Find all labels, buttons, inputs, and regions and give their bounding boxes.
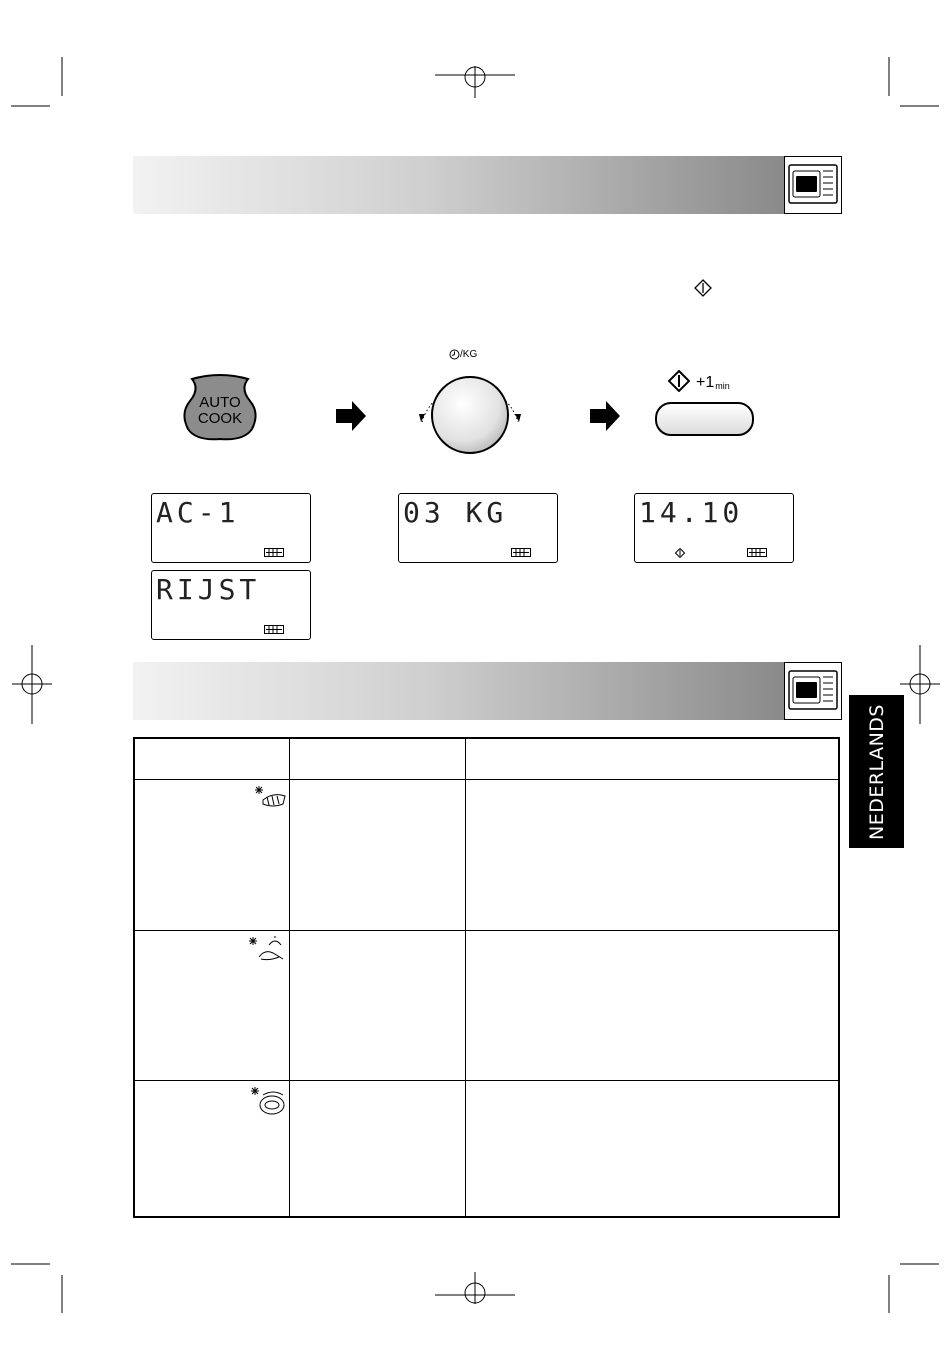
lcd-display xyxy=(634,493,794,563)
auto-cook-label: AUTO xyxy=(199,394,241,411)
table-cell xyxy=(289,1080,465,1217)
table-cell xyxy=(465,930,839,1080)
grill-symbol-icon xyxy=(511,548,531,561)
start-icon xyxy=(668,370,690,392)
dial-label-text: /KG xyxy=(460,349,478,360)
table-header-cell xyxy=(289,738,465,779)
grill-symbol-icon xyxy=(264,625,284,638)
auto-cook-button[interactable] xyxy=(178,373,262,441)
grill-symbol-icon xyxy=(747,548,767,561)
table-cell xyxy=(465,779,839,930)
section-header-band xyxy=(133,156,784,214)
microwave-icon xyxy=(784,156,842,214)
table-row xyxy=(134,930,839,1080)
table-cell xyxy=(465,1080,839,1217)
weight-dial[interactable] xyxy=(410,362,530,462)
frozen-fish-icon xyxy=(255,784,287,812)
table-cell xyxy=(289,930,465,1080)
table-header-row xyxy=(134,738,839,779)
table-header-cell xyxy=(465,738,839,779)
clock-icon xyxy=(449,349,460,360)
table-cell xyxy=(134,930,289,1080)
table-header-cell xyxy=(134,738,289,779)
table-cell xyxy=(134,1080,289,1217)
auto-cook-label: COOK xyxy=(197,410,243,427)
grill-symbol-icon xyxy=(264,548,284,561)
start-icon xyxy=(675,548,685,561)
language-tab-label: NEDERLANDS xyxy=(865,703,888,840)
min-unit-label: min xyxy=(715,381,730,391)
lcd-text: RIJST xyxy=(156,573,261,606)
lcd-text: 14.10 xyxy=(639,496,744,529)
lcd-text: 03 KG xyxy=(403,496,508,529)
table-row xyxy=(134,1080,839,1217)
dial-label xyxy=(449,349,477,360)
arrow-right-icon xyxy=(336,401,368,431)
lcd-display xyxy=(398,493,558,563)
table-cell xyxy=(134,779,289,930)
microwave-icon xyxy=(784,662,842,720)
lcd-display xyxy=(151,570,311,640)
language-tab xyxy=(849,695,904,848)
lcd-display xyxy=(151,493,311,563)
start-icon xyxy=(694,279,712,297)
plus-one-label: +1 xyxy=(696,374,715,391)
section-header-band xyxy=(133,662,784,720)
lcd-text: AC-1 xyxy=(156,496,240,529)
start-button[interactable] xyxy=(655,402,754,436)
arrow-right-icon xyxy=(590,401,622,431)
table-cell xyxy=(289,779,465,930)
frozen-poultry-icon xyxy=(249,935,287,965)
auto-cook-table xyxy=(133,737,840,1218)
start-label xyxy=(668,370,730,392)
table-row xyxy=(134,779,839,930)
frozen-dish-icon xyxy=(251,1085,287,1117)
